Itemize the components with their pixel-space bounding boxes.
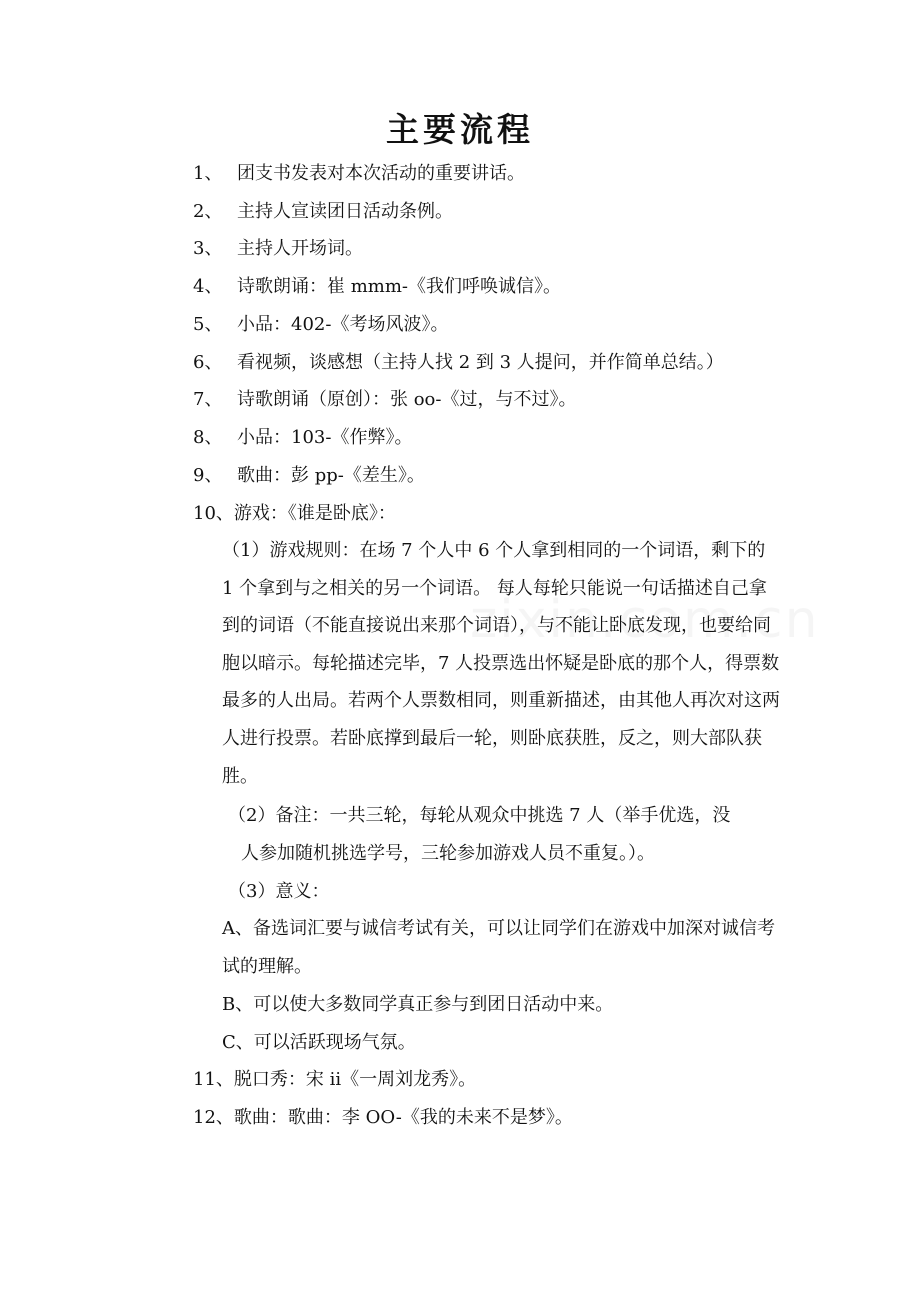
item-number: 6、 bbox=[193, 352, 223, 373]
list-item bbox=[193, 351, 724, 375]
item-text: 诗歌朗诵：崔 mmm-《我们呼唤诚信》。 bbox=[237, 276, 562, 297]
watermark bbox=[470, 590, 820, 650]
list-item bbox=[193, 313, 448, 337]
item-text: 小品：103-《作弊》。 bbox=[237, 427, 413, 448]
item-text: 歌曲：彭 pp-《差生》。 bbox=[237, 465, 425, 486]
list-item bbox=[193, 200, 453, 224]
item-number: 5、 bbox=[193, 314, 223, 335]
meaning-item: A、备选词汇要与诚信考试有关，可以让同学们在游戏中加深对诚信考试的理解。 bbox=[222, 918, 775, 977]
item-text: 团支书发表对本次活动的重要讲话。 bbox=[237, 163, 525, 184]
item-text: 诗歌朗诵（原创）：张 oo-《过，与不过》。 bbox=[237, 389, 577, 410]
item-text: 看视频，谈感想（主持人找 2 到 3 人提问，并作简单总结。） bbox=[237, 352, 724, 373]
meaning-heading: （3）意义： bbox=[228, 881, 330, 902]
game-note-line: （2）备注：一共三轮，每轮从观众中挑选 7 人（举手优选，没 bbox=[228, 805, 731, 826]
list-item bbox=[193, 275, 561, 299]
item-number: 3、 bbox=[193, 238, 223, 259]
game-note-line: 人参加随机挑选学号，三轮参加游戏人员不重复。）。 bbox=[241, 843, 655, 864]
item-text: 主持人宣读团日活动条例。 bbox=[237, 201, 453, 222]
meaning-item: C、可以活跃现场气氛。 bbox=[222, 1032, 416, 1053]
list-item bbox=[193, 502, 396, 526]
item-number: 4、 bbox=[193, 276, 223, 297]
item-number: 7、 bbox=[193, 389, 223, 410]
list-item bbox=[193, 464, 425, 488]
meaning-item: B、可以使大多数同学真正参与到团日活动中来。 bbox=[222, 994, 614, 1015]
item-number: 10、 bbox=[193, 503, 234, 524]
item-text: 小品：402-《考场风波》。 bbox=[237, 314, 449, 335]
list-item: 11、脱口秀：宋 ii《一周刘龙秀》。 bbox=[193, 1069, 477, 1090]
item-number: 2、 bbox=[193, 201, 223, 222]
list-item bbox=[193, 237, 363, 261]
item-number: 8、 bbox=[193, 427, 223, 448]
item-text: 主持人开场词。 bbox=[237, 238, 363, 259]
list-item bbox=[193, 388, 576, 412]
list-item bbox=[193, 162, 525, 186]
item-number: 9、 bbox=[193, 465, 223, 486]
document-title: 主要流程 bbox=[386, 110, 534, 149]
game-rules-paragraph: （1）游戏规则：在场 7 个人中 6 个人拿到相同的一个词语，剩下的 1 个拿到与之相关的另一个词语。 每人每轮只能说一句话描述自己拿到的词语（不能直接说出来那个词语），与不能让卧底发现，也要给同胞以暗示。每轮描述完毕，7 人投票选出怀疑是卧底的那个人，得票数最多的人出局。若两个人票数相同，则重新描述，由其他人再次对这两人进行投票。若卧底撑到最后一轮，则卧底获胜，反之，则大部队获胜。 bbox=[222, 540, 789, 787]
list-item: 12、歌曲：歌曲：李 OO-《我的未来不是梦》。 bbox=[193, 1107, 573, 1128]
item-number: 1、 bbox=[193, 163, 223, 184]
list-item bbox=[193, 426, 412, 450]
item-text: 游戏：《谁是卧底》： bbox=[233, 503, 396, 524]
